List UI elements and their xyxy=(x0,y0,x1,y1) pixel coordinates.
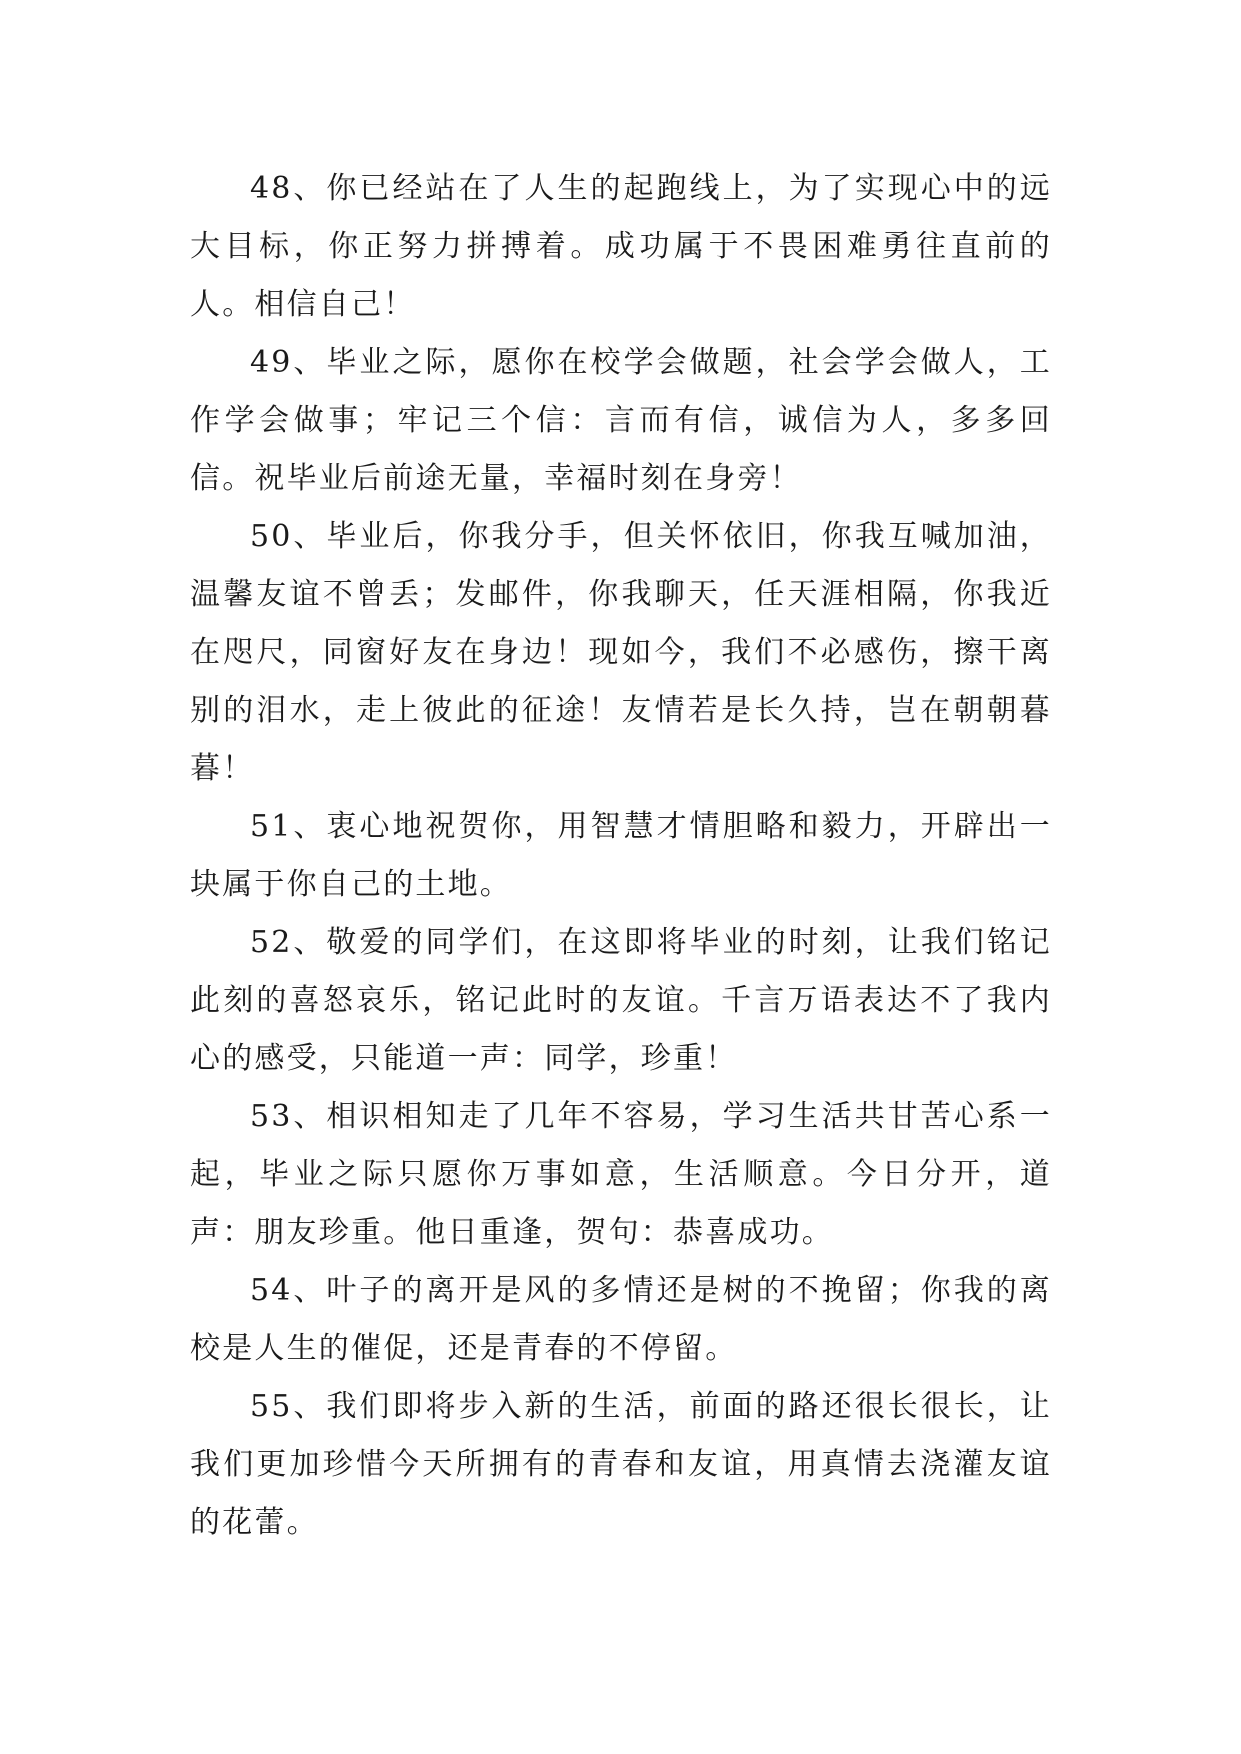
paragraph-54: 54、叶子的离开是风的多情还是树的不挽留；你我的离校是人生的催促，还是青春的不停留。 xyxy=(190,1273,1052,1366)
document-body xyxy=(190,160,1052,1552)
paragraph-50: 50、毕业后，你我分手，但关怀依旧，你我互喊加油，温馨友谊不曾丢；发邮件，你我聊天，任天涯相隔，你我近在咫尺，同窗好友在身边！现如今，我们不必感伤，擦干离别的泪水，走上彼此的征途！友情若是长久持，岂在朝朝暮暮！ xyxy=(190,519,1052,786)
paragraph-48: 48、你已经站在了人生的起跑线上，为了实现心中的远大目标，你正努力拼搏着。成功属于不畏困难勇往直前的人。相信自己！ xyxy=(190,171,1052,322)
paragraph-49: 49、毕业之际，愿你在校学会做题，社会学会做人，工作学会做事；牢记三个信：言而有信，诚信为人，多多回信。祝毕业后前途无量，幸福时刻在身旁！ xyxy=(190,345,1052,496)
paragraph-55: 55、我们即将步入新的生活，前面的路还很长很长，让我们更加珍惜今天所拥有的青春和友谊，用真情去浇灌友谊的花蕾。 xyxy=(190,1389,1052,1540)
paragraph-53: 53、相识相知走了几年不容易，学习生活共甘苦心系一起，毕业之际只愿你万事如意，生活顺意。今日分开，道声：朋友珍重。他日重逢，贺句：恭喜成功。 xyxy=(190,1099,1052,1250)
paragraph-52: 52、敬爱的同学们，在这即将毕业的时刻，让我们铭记此刻的喜怒哀乐，铭记此时的友谊。千言万语表达不了我内心的感受，只能道一声：同学，珍重！ xyxy=(190,925,1052,1076)
paragraph-51: 51、衷心地祝贺你，用智慧才情胆略和毅力，开辟出一块属于你自己的土地。 xyxy=(190,809,1052,902)
